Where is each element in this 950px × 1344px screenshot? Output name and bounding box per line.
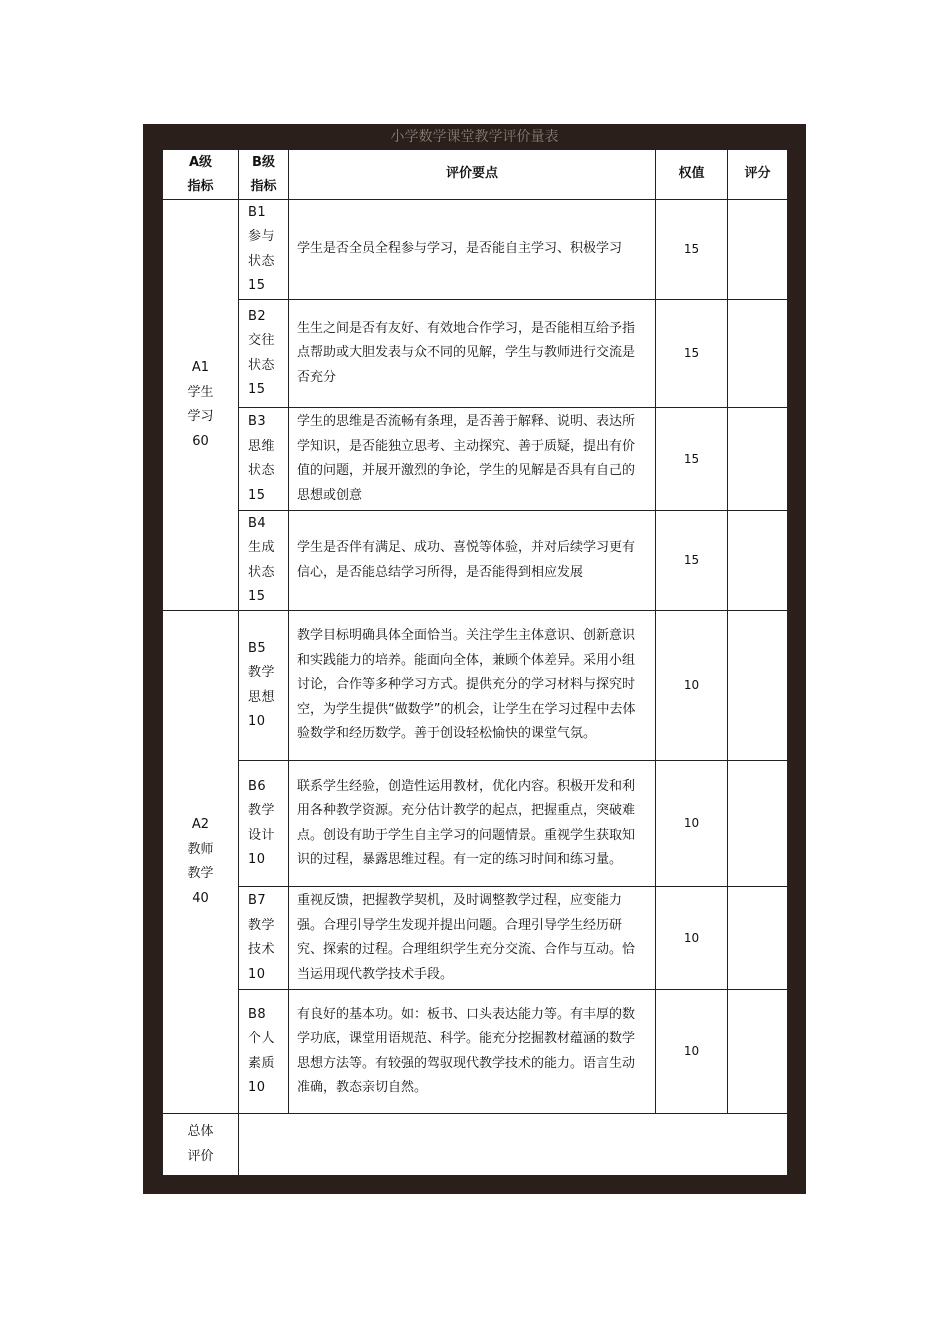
b5-cell: B5 教学 思想 10 xyxy=(239,611,289,761)
overall-label: 总体 评价 xyxy=(163,1114,239,1176)
b7-weight: 10 xyxy=(656,887,728,990)
b1-score-cell[interactable] xyxy=(728,200,788,300)
table-header-row xyxy=(163,150,788,200)
a1-cell: A1 学生 学习 60 xyxy=(163,200,239,611)
b6-score-cell[interactable] xyxy=(728,761,788,887)
b7-desc: 重视反馈，把握教学契机，及时调整教学过程，应变能力强。合理引导学生发现并提出问题。合理引导学生经历研究、探索的过程。合理组织学生充分交流、合作与互动。恰当运用现代教学技术手段。 xyxy=(289,887,656,990)
b2-desc: 生生之间是否有友好、有效地合作学习，是否能相互给予指点帮助或大胆发表与众不同的见解，学生与教师进行交流是否充分 xyxy=(289,300,656,408)
b4-cell: B4 生成 状态 15 xyxy=(239,511,289,611)
header-points: 评价要点 xyxy=(289,150,656,200)
table-row xyxy=(163,300,788,408)
b7-cell: B7 教学 技术 10 xyxy=(239,887,289,990)
table-row xyxy=(163,761,788,887)
table-row xyxy=(163,611,788,761)
header-score: 评分 xyxy=(728,150,788,200)
b4-score-cell[interactable] xyxy=(728,511,788,611)
b6-weight: 10 xyxy=(656,761,728,887)
b7-score-cell[interactable] xyxy=(728,887,788,990)
evaluation-table xyxy=(162,149,788,1176)
b8-cell: B8 个人 素质 10 xyxy=(239,990,289,1114)
header-a-level: A级 指标 xyxy=(163,150,239,200)
b6-cell: B6 教学 设计 10 xyxy=(239,761,289,887)
b3-desc: 学生的思维是否流畅有条理，是否善于解释、说明、表达所学知识，是否能独立思考、主动探究、善于质疑，提出有价值的问题，并展开激烈的争论，学生的见解是否具有自己的思想或创意 xyxy=(289,408,656,511)
b2-cell: B2 交往 状态 15 xyxy=(239,300,289,408)
table-row xyxy=(163,511,788,611)
b3-score-cell[interactable] xyxy=(728,408,788,511)
header-b-level: B级 指标 xyxy=(239,150,289,200)
b4-desc: 学生是否伴有满足、成功、喜悦等体验，并对后续学习更有信心，是否能总结学习所得，是否能得到相应发展 xyxy=(289,511,656,611)
b2-score-cell[interactable] xyxy=(728,300,788,408)
a2-cell: A2 教师 教学 40 xyxy=(163,611,239,1114)
table-row xyxy=(163,990,788,1114)
b3-weight: 15 xyxy=(656,408,728,511)
overall-row xyxy=(163,1114,788,1176)
table-frame xyxy=(143,124,806,1194)
b6-desc: 联系学生经验，创造性运用教材，优化内容。积极开发和利用各种教学资源。充分估计教学的起点，把握重点，突破难点。创设有助于学生自主学习的问题情景。重视学生获取知识的过程，暴露思维过程。有一定的练习时间和练习量。 xyxy=(289,761,656,887)
b8-score-cell[interactable] xyxy=(728,990,788,1114)
b5-score-cell[interactable] xyxy=(728,611,788,761)
table-row xyxy=(163,200,788,300)
page-title: 小学数学课堂教学评价量表 xyxy=(390,129,559,145)
b4-weight: 15 xyxy=(656,511,728,611)
table-row xyxy=(163,887,788,990)
b1-cell: B1 参与 状态 15 xyxy=(239,200,289,300)
b8-desc: 有良好的基本功。如：板书、口头表达能力等。有丰厚的数学功底，课堂用语规范、科学。能充分挖掘教材蕴涵的数学思想方法等。有较强的驾驭现代教学技术的能力。语言生动准确，教态亲切自然。 xyxy=(289,990,656,1114)
b8-weight: 10 xyxy=(656,990,728,1114)
b3-cell: B3 思维 状态 15 xyxy=(239,408,289,511)
overall-evaluation-cell[interactable] xyxy=(239,1114,788,1176)
b5-weight: 10 xyxy=(656,611,728,761)
b1-weight: 15 xyxy=(656,200,728,300)
b5-desc: 教学目标明确具体全面恰当。关注学生主体意识、创新意识和实践能力的培养。能面向全体，兼顾个体差异。采用小组讨论，合作等多种学习方式。提供充分的学习材料与探究时空，为学生提供“做数学”的机会，让学生在学习过程中去体验数学和经历数学。善于创设轻松愉快的课堂气氛。 xyxy=(289,611,656,761)
b1-desc: 学生是否全员全程参与学习，是否能自主学习、积极学习 xyxy=(289,200,656,300)
header-weight: 权值 xyxy=(656,150,728,200)
table-row xyxy=(163,408,788,511)
b2-weight: 15 xyxy=(656,300,728,408)
